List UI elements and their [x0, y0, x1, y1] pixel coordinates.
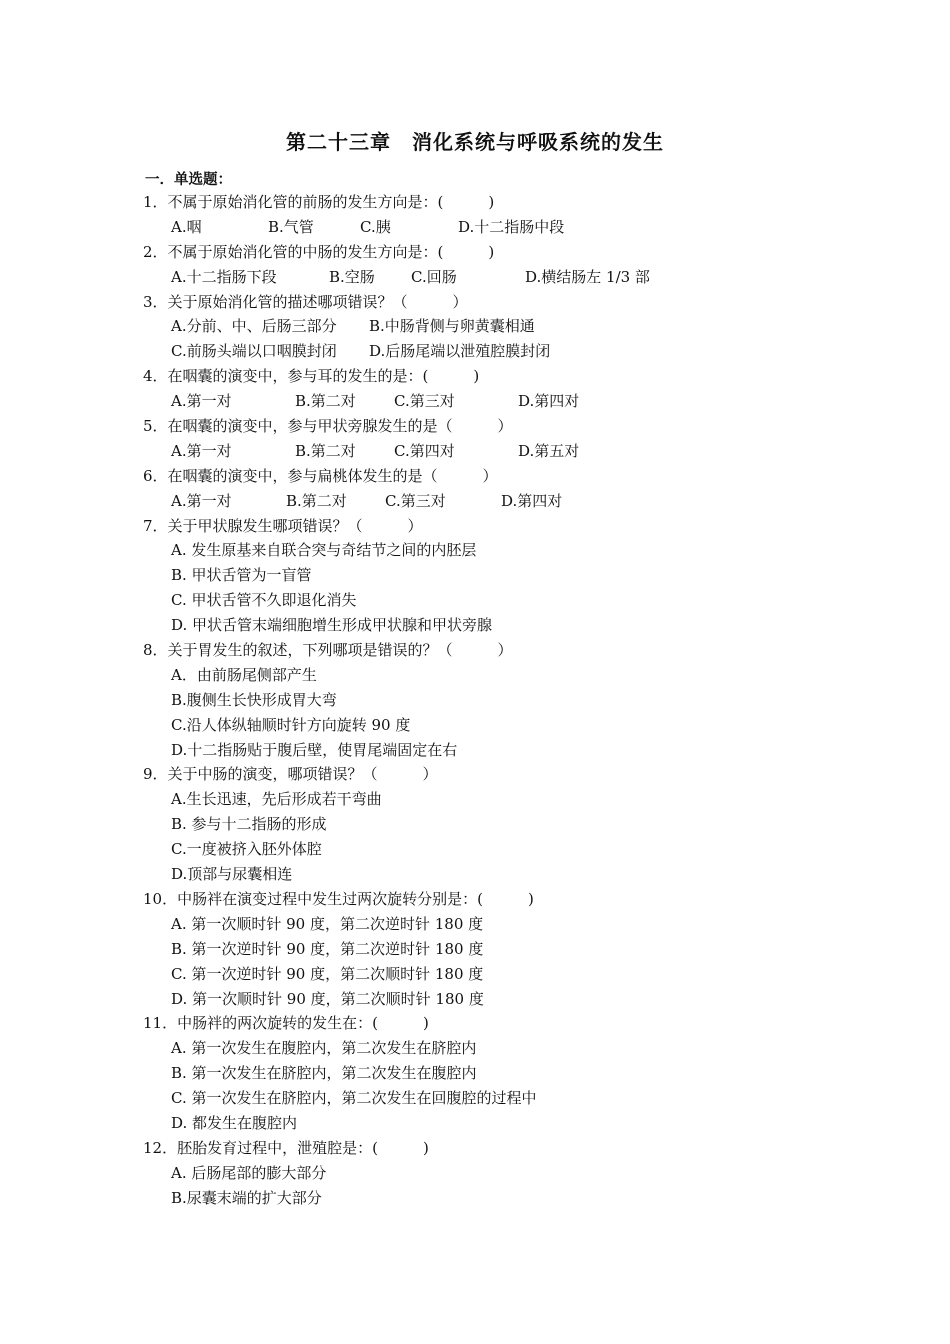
question-stem: 11．中肠袢的两次旋转的发生在：( ) — [143, 1014, 429, 1033]
option-line: A. 发生原基来自联合突与奇结节之间的内胚层 — [171, 541, 477, 560]
option: A.第一对 — [171, 491, 232, 510]
option-line: D. 甲状舌管末端细胞增生形成甲状腺和甲状旁腺 — [171, 616, 493, 635]
option-row — [143, 439, 843, 464]
option-line: D.十二指肠贴于腹后壁，使胃尾端固定在右 — [171, 740, 458, 759]
option-line: B.腹侧生长快形成胃大弯 — [171, 690, 337, 709]
question-stem: 9．关于中肠的演变，哪项错误？（ ） — [143, 765, 438, 784]
option-line: D. 第一次顺时针 90 度，第二次顺时针 180 度 — [171, 989, 484, 1008]
option: A.咽 — [171, 217, 202, 236]
option: D.第四对 — [518, 392, 580, 411]
option-line: C. 甲状舌管不久即退化消失 — [171, 591, 357, 610]
question-stem: 10．中肠袢在演变过程中发生过两次旋转分别是：( ) — [143, 889, 534, 908]
question-stem: 6．在咽囊的演变中，参与扁桃体发生的是（ ） — [143, 466, 498, 485]
option: D.后肠尾端以泄殖腔膜封闭 — [369, 342, 551, 361]
option: A.分前、中、后肠三部分 — [171, 317, 337, 336]
option-line: C. 第一次发生在脐腔内，第二次发生在回腹腔的过程中 — [171, 1089, 537, 1108]
question-list — [143, 190, 843, 1211]
option: B.空肠 — [329, 267, 375, 286]
question-stem: 2．不属于原始消化管的中肠的发生方向是：( ) — [143, 242, 495, 261]
option-row — [143, 389, 843, 414]
option: C.前肠头端以口咽膜封闭 — [171, 342, 337, 361]
option: A.第一对 — [171, 441, 232, 460]
option-row — [143, 265, 843, 290]
option-line: D.顶部与尿囊相连 — [171, 865, 293, 884]
option-row — [143, 314, 843, 339]
option-row — [143, 489, 843, 514]
option: A.第一对 — [171, 392, 232, 411]
option-line: C.沿人体纵轴顺时针方向旋转 90 度 — [171, 715, 411, 734]
option-line: A.生长迅速，先后形成若干弯曲 — [171, 790, 382, 809]
option: B.中肠背侧与卵黄囊相通 — [369, 317, 535, 336]
option-row — [143, 339, 843, 364]
option-line: B. 第一次逆时针 90 度，第二次逆时针 180 度 — [171, 939, 484, 958]
option-line: A. 第一次发生在腹腔内，第二次发生在脐腔内 — [171, 1039, 477, 1058]
question-stem: 7．关于甲状腺发生哪项错误？（ ） — [143, 516, 423, 535]
option: C.第三对 — [385, 491, 446, 510]
option: C.第三对 — [394, 392, 455, 411]
option: B.气管 — [268, 217, 314, 236]
option: A.十二指肠下段 — [171, 267, 277, 286]
question-stem: 3．关于原始消化管的描述哪项错误？（ ） — [143, 292, 468, 311]
option-line: C. 第一次逆时针 90 度，第二次顺时针 180 度 — [171, 964, 484, 983]
option-line: A．由前肠尾侧部产生 — [171, 665, 317, 684]
section-heading: 一．单选题： — [145, 172, 232, 188]
option: D.第五对 — [518, 441, 580, 460]
option-line: B. 第一次发生在脐腔内，第二次发生在腹腔内 — [171, 1064, 477, 1083]
question-stem: 1．不属于原始消化管的前肠的发生方向是：( ) — [143, 193, 495, 211]
option-line: B. 甲状舌管为一盲管 — [171, 566, 312, 585]
question-stem: 4．在咽囊的演变中，参与耳的发生的是：( ) — [143, 367, 480, 386]
question-stem: 5．在咽囊的演变中，参与甲状旁腺发生的是（ ） — [143, 417, 513, 436]
question-stem: 12．胚胎发育过程中，泄殖腔是：( ) — [143, 1138, 429, 1157]
chapter-title: 第二十三章 消化系统与呼吸系统的发生 — [286, 130, 664, 154]
option: B.第二对 — [295, 392, 356, 411]
option-line: A. 第一次顺时针 90 度，第二次逆时针 180 度 — [171, 914, 484, 933]
option-line: C.一度被挤入胚外体腔 — [171, 840, 322, 859]
option: C.胰 — [360, 217, 391, 236]
option-line: B. 参与十二指肠的形成 — [171, 815, 327, 834]
option: B.第二对 — [295, 441, 356, 460]
option: D.十二指肠中段 — [458, 217, 565, 236]
option: B.第二对 — [286, 491, 347, 510]
option: D.横结肠左 1/3 部 — [525, 267, 650, 286]
option-row — [143, 215, 843, 240]
option: C.回肠 — [411, 267, 457, 286]
option-line: D. 都发生在腹腔内 — [171, 1113, 298, 1132]
option: D.第四对 — [501, 491, 563, 510]
question-stem: 8．关于胃发生的叙述，下列哪项是错误的？（ ） — [143, 641, 513, 660]
option: C.第四对 — [394, 441, 455, 460]
option-line: B.尿囊末端的扩大部分 — [171, 1188, 322, 1207]
option-line: A. 后肠尾部的膨大部分 — [171, 1163, 327, 1182]
